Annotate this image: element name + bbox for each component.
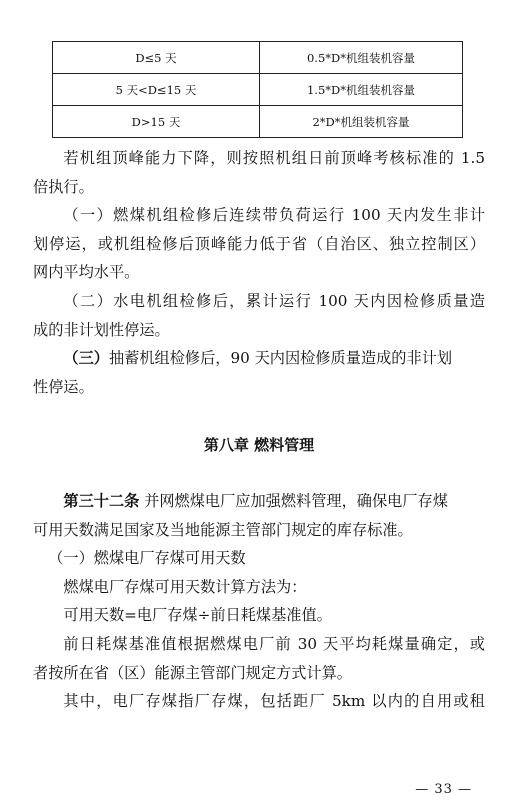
article-label: 第三十二条 [63,491,140,510]
table-row [53,42,463,74]
table-cell-value: 0.5*D*机组装机容量 [260,42,463,74]
chapter-title: 第八章 燃料管理 [203,436,315,455]
paragraph-line: 划停运，或机组检修后顶峰能力低于省（自治区、独立控制区） [33,234,485,253]
paragraph-line: 倍执行。 [33,177,94,196]
table-cell-condition: 5 天<D≤15 天 [53,74,260,106]
paragraph-line: 者按所在省（区）能源主管部门规定方式计算。 [33,663,352,682]
paragraph-text: 并网燃煤电厂应加强燃料管理，确保电厂存煤 [139,491,448,510]
table-row [53,74,463,106]
table-cell-value: 1.5*D*机组装机容量 [260,74,463,106]
paragraph-text: 抽蓄机组检修后，90 天内因检修质量造成的非计划 [108,349,453,368]
paragraph-line: 若机组顶峰能力下降，则按照机组日前顶峰考核标准的 1.5 [63,149,485,167]
paragraph-line: （一）燃煤机组检修后连续带负荷运行 100 天内发生非计 [63,206,485,225]
paragraph-line: 网内平均水平。 [33,263,140,282]
paragraph-line: （二）水电机组检修后，累计运行 100 天内因检修质量造 [63,291,485,310]
table-cell-value: 2*D*机组装机容量 [260,106,463,138]
penalty-table [52,41,463,138]
paragraph-line: 燃煤电厂存煤可用天数计算方法为： [63,577,307,596]
paragraph-line: 其中，电厂存煤指厂存煤，包括距厂 5km 以内的自用或租 [63,692,485,711]
table-cell-condition: D≤5 天 [53,42,260,74]
paragraph-line: 可用天数满足国家及当地能源主管部门规定的库存标准。 [33,520,413,539]
paragraph-line: （一）燃煤电厂存煤可用天数 [48,549,246,568]
body-text [33,144,485,716]
paragraph-line: 性停运。 [33,377,94,396]
paragraph-line: 成的非计划性停运。 [33,320,170,339]
paragraph-line [33,487,485,516]
table-cell-condition: D>15 天 [53,106,260,138]
paragraph-line: 可用天数=电厂存煤÷前日耗煤基准值。 [63,606,332,625]
page-number: — 33 — [415,782,472,797]
table-row [53,106,463,138]
paragraph-line: 前日耗煤基准值根据燃煤电厂前 30 天平均耗煤量确定，或 [63,634,485,653]
paragraph-line [33,344,485,373]
item-label: （三） [63,349,109,368]
